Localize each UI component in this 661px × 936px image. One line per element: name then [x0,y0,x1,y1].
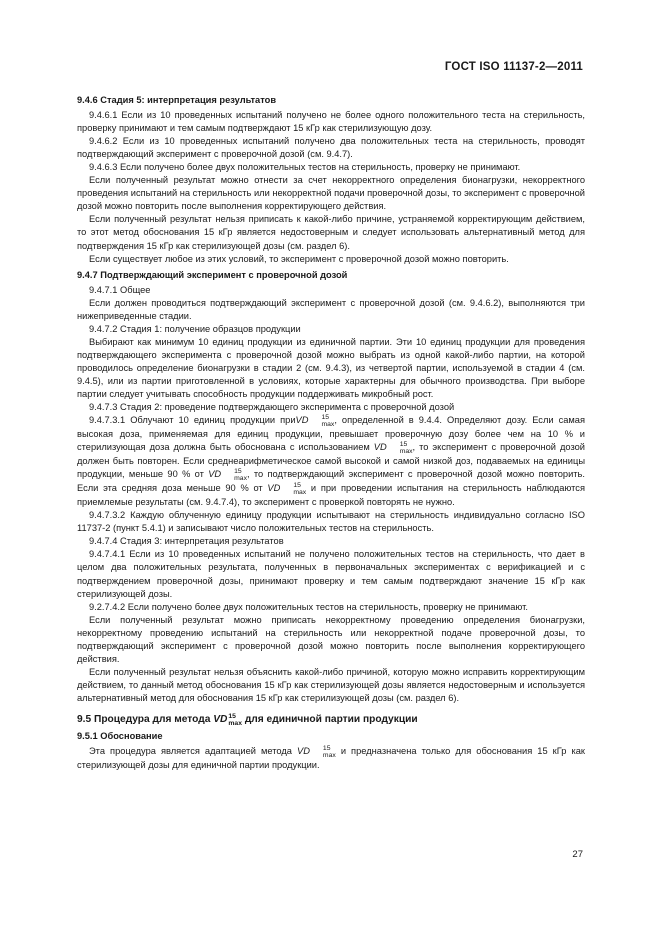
vd-max-symbol: VD 15 max [295,414,335,429]
page-number: 27 [572,849,583,860]
paragraph-9-4-7-1: 9.4.7.1 Общее [89,284,151,295]
document-body [77,94,585,772]
paragraph-9-4-6-2: 9.4.6.2 Если из 10 проведенных испытаний получено два положительных теста на стерильность, проводят подтверждающий эксперимент с проверочной дозой (см. 9.4.7). [77,136,585,160]
paragraph-9-2-7-4-2-b: Если полученный результат нельзя объяснить какой-либо причиной, которую можно исправить корректирующим действием, то данный метод обоснования 15 кГр как стерилизующей дозы является недостоверным и используется альтернативный метод для обоснования 15 кГр как стерилизующей дозы (см. раздел 6). [77,666,585,703]
paragraph-9-4-6-1: 9.4.6.1 Если из 10 проведенных испытаний получено не более одного положительного теста на стерильность, проверку принимают и тем самым подтверждают 15 кГр как стерилизующую дозу. [77,110,585,134]
paragraph-9-4-7-4-1: 9.4.7.4.1 Если из 10 проведенных испытаний не получено положительных тестов на стерильность, что дает в целом два положительных результата, полученных в первоначальных экспериментах с верификацией и с подтверждением проверочной дозы, принимают проверку и тем самым подтверждают значение 15 кГр как стерилизующей дозы. [77,549,585,599]
vd-max-symbol: VD 15 max [297,745,336,760]
paragraph-9-5-1: Эта процедура является адаптацией метода VD 15 max и предназначена только для обоснования 15 кГр как стерилизующей дозы для единичной партии продукции. [77,745,585,771]
paragraph-9-4-7-1-a: Если должен проводиться подтверждающий эксперимент с проверочной дозой (см. 9.4.6.2), выполняются три нижеприведенные стадии. [77,297,585,321]
paragraph-9-4-6-3-a: Если полученный результат можно отнести за счет некорректного определения бионагрузки, некорректного проведения испытаний на стерильность или некорректной подачи проверочной дозы, то эксперимент с проверочной дозой можно повторить после выполнения корректирующего действия. [77,175,585,212]
vd-max-symbol: VD 15 max [208,468,247,483]
paragraph-9-4-7-3-1: 9.4.7.3.1 Облучают 10 единиц продукции приVD 15 max , определенной в 9.4.4. Определяют дозу. Если самая высокая доза, применяемая для единиц продукции, превышает проверочную дозу более чем на 10 % и стерилизующая доза должна быть обоснована с использованием VD 15 max , то эксперимент с проверочной дозой должен быть повторен. Если среднеарифметическое самой высокой и самой низкой доз, подаваемых на единицы продукции, меньше 90 % от VD 15 max , то подтверждающий эксперимент с проверочной дозой можно повторить. Если эта средняя доза меньше 90 % от VD 15 max и при проведении испытания на стерильность наблюдаются приемлемые результаты (см. 9.4.7.4), то эксперимент с проверкой повторять не нужно. [77,414,585,508]
paragraph-9-4-7-2: 9.4.7.2 Стадия 1: получение образцов продукции [89,323,301,334]
paragraph-9-4-7-3: 9.4.7.3 Стадия 2: проведение подтверждающего эксперимента с проверочной дозой [89,402,455,413]
heading-9-4-6: 9.4.6 Стадия 5: интерпретация результатов [77,95,277,105]
paragraph-9-4-7-4: 9.4.7.4 Стадия 3: интерпретация результатов [89,536,284,547]
vd-max-symbol: VD 15 max [267,482,307,497]
vd-max-symbol: VD 15 max [213,712,242,727]
paragraph-9-4-6-3-c: Если существует любое из этих условий, то эксперимент с проверочной дозой можно повторить. [89,253,509,264]
heading-9-5-1: 9.5.1 Обоснование [77,730,163,741]
standard-header: ГОСТ ISO 11137-2—2011 [444,61,583,73]
paragraph-9-2-7-4-2-a: Если полученный результат можно приписать некорректному проведению определения бионагрузки, некорректному проведению испытаний на стерильность или некорректной подаче проверочной дозы, то подтверждающий эксперимент с проверочной дозой можно повторить после выполнения корректирующего действия. [77,614,585,664]
paragraph-9-2-7-4-2: 9.2.7.4.2 Если получено более двух положительных тестов на стерильность, проверку не принимают. [89,601,528,612]
heading-9-5: 9.5 Процедура для метода VD 15 max для единичной партии продукции [77,712,418,727]
vd-max-symbol: VD 15 max [373,441,413,456]
paragraph-9-4-7-3-2: 9.4.7.3.2 Каждую облученную единицу продукции испытывают на стерильность индивидуально согласно ISO 11737-2 (пункт 5.4.1) и записывают число положительных тестов на стерильность. [77,510,585,534]
paragraph-9-4-6-3-b: Если полученный результат нельзя приписать к какой-либо причине, устраняемой корректирующим действием, то этот метод обоснования 15 кГр является недостоверным и следует использовать альтернативный метод для подтверждения 15 кГр как стерилизующей дозы (см. раздел 6). [77,214,585,251]
paragraph-9-4-7-2-a: Выбирают как минимум 10 единиц продукции из единичной партии. Эти 10 единиц продукции для проведения подтверждающего эксперимента с проверочной дозой можно выбрать из одной какой-либо партии, на которой проводилось определение бионагрузки в стадии 2 (см. 9.4.3), из четвертой партии, используемой в стадии 4 (см. 9.4.5), или из партии приготовленной в условиях, которые характерны для обычного производства. При выборе партии следует учитывать способность продукции поддерживать микробный рост. [77,336,585,400]
paragraph-9-4-6-3: 9.4.6.3 Если получено более двух положительных тестов на стерильность, проверку не принимают. [89,162,521,173]
heading-9-4-7: 9.4.7 Подтверждающий эксперимент с проверочной дозой [77,269,348,280]
